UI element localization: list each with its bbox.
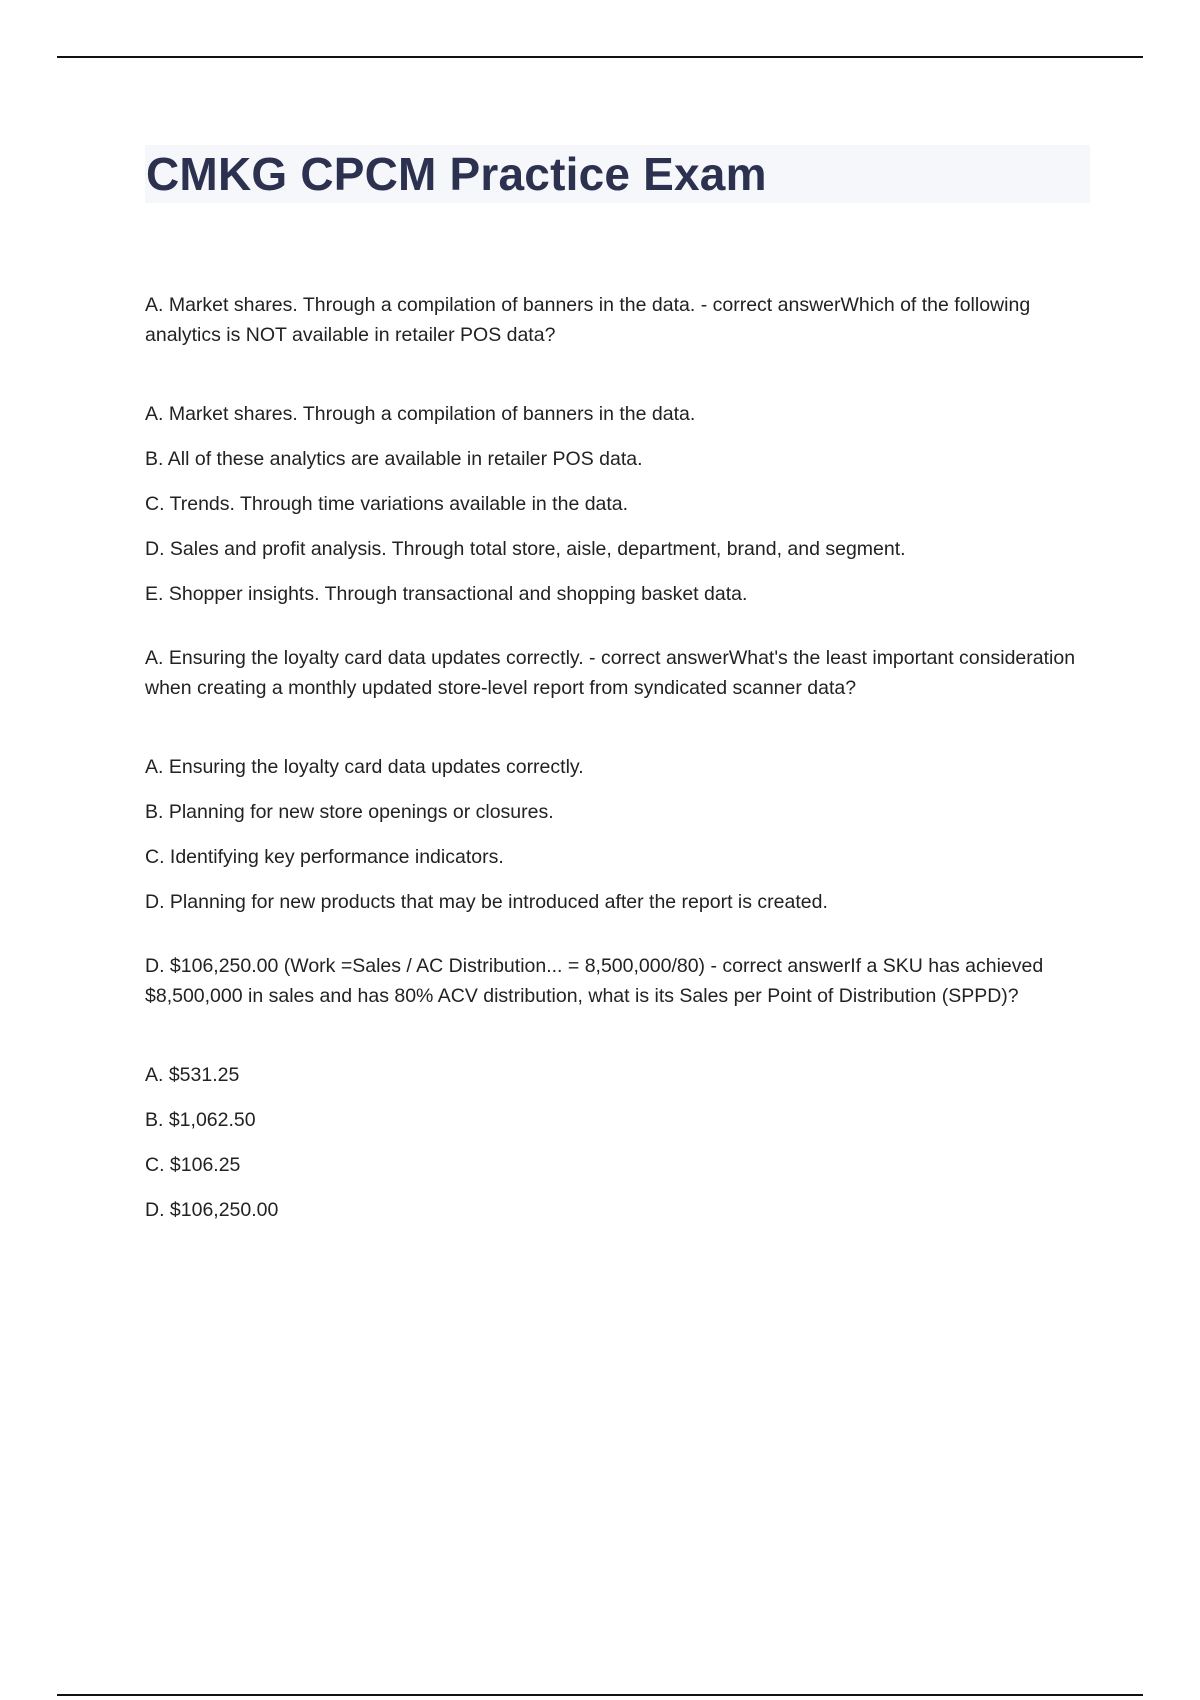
option-1d: D. Sales and profit analysis. Through total store, aisle, department, brand, and segment. xyxy=(145,538,906,560)
option-1e: E. Shopper insights. Through transactional and shopping basket data. xyxy=(145,583,748,605)
question-text-3: D. $106,250.00 (Work =Sales / AC Distribution... = 8,500,000/80) - correct answerIf a SKU has achieved $8,500,000 in sales and has 80% ACV distribution, what is its Sales per Point of Distribution (SPPD)? xyxy=(145,955,1044,1007)
option-3b: B. $1,062.50 xyxy=(145,1109,256,1131)
option-2a: A. Ensuring the loyalty card data updates correctly. xyxy=(145,756,584,778)
option-3d: D. $106,250.00 xyxy=(145,1199,279,1221)
question-block-3 xyxy=(145,951,1085,1222)
option-1b: B. All of these analytics are available in retailer POS data. xyxy=(145,448,643,470)
option-2b: B. Planning for new store openings or closures. xyxy=(145,801,554,823)
question-text-1: A. Market shares. Through a compilation of banners in the data. - correct answerWhich of the following analytics is NOT available in retailer POS data? xyxy=(145,294,1031,346)
question-block-2 xyxy=(145,643,1085,914)
option-2d: D. Planning for new products that may be introduced after the report is created. xyxy=(145,891,828,913)
option-list-2 xyxy=(145,755,1085,914)
option-1c: C. Trends. Through time variations available in the data. xyxy=(145,493,629,515)
option-3a: A. $531.25 xyxy=(145,1064,240,1086)
option-list-1 xyxy=(145,402,1085,606)
bottom-rule xyxy=(57,1694,1143,1696)
option-2c: C. Identifying key performance indicators. xyxy=(145,846,504,868)
option-1a: A. Market shares. Through a compilation of banners in the data. xyxy=(145,403,696,425)
top-rule xyxy=(57,56,1143,58)
option-3c: C. $106.25 xyxy=(145,1154,241,1176)
question-block-1 xyxy=(145,290,1085,606)
question-text-2: A. Ensuring the loyalty card data updates correctly. - correct answerWhat's the least important consideration when creating a monthly updated store-level report from syndicated scanner data? xyxy=(145,647,1076,699)
option-list-3 xyxy=(145,1063,1085,1222)
document-content xyxy=(145,290,1085,1259)
document-title: CMKG CPCM Practice Exam xyxy=(146,148,767,200)
